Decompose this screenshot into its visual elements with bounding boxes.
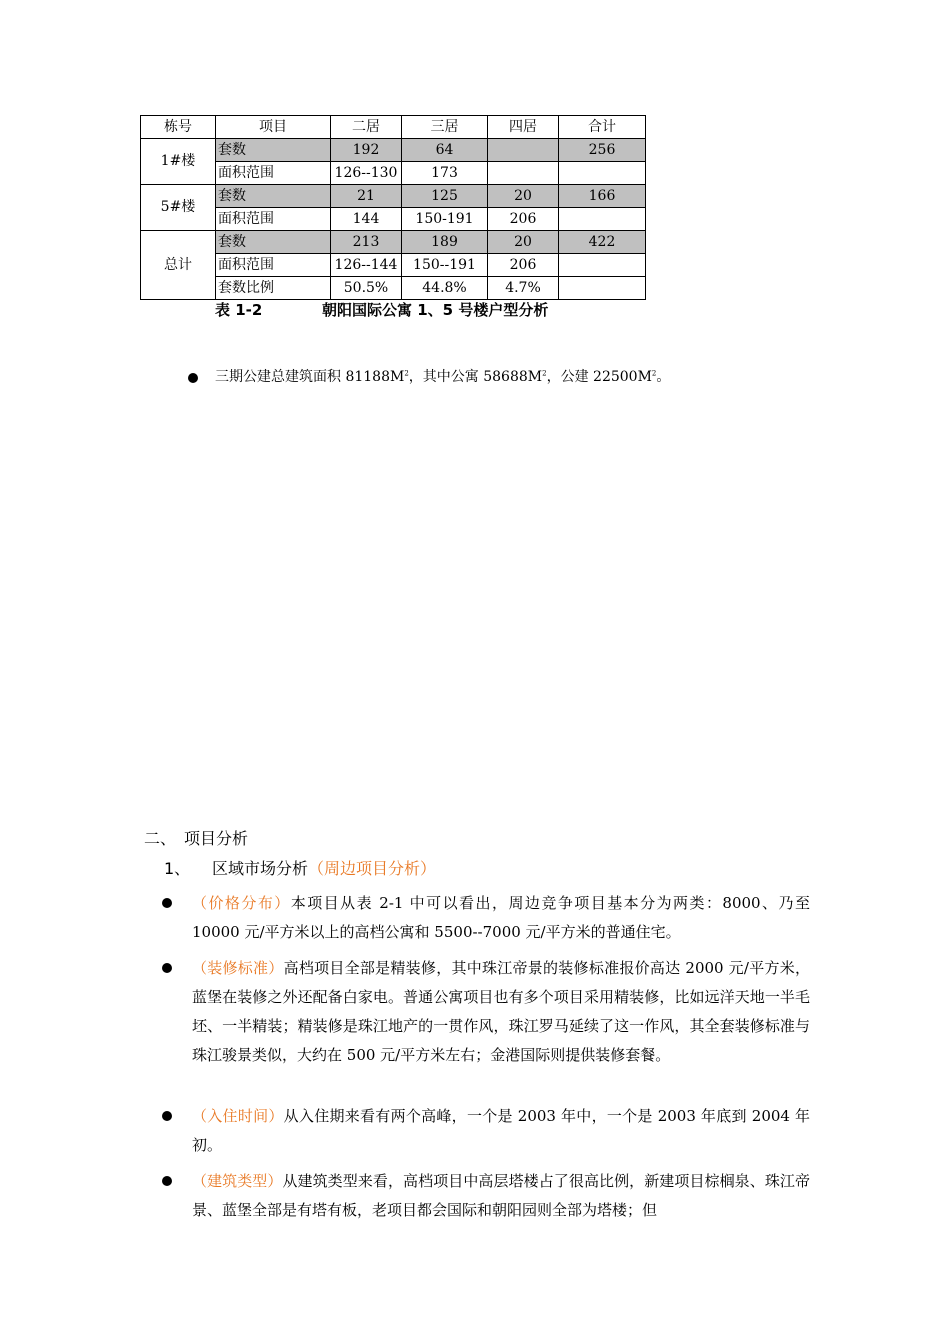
table-cell: 144 — [331, 208, 402, 231]
item-cell: 面积范围 — [216, 162, 331, 185]
bullet-dot-icon — [188, 373, 198, 383]
header-cell: 项目 — [216, 116, 331, 139]
table-cell: 4.7% — [488, 277, 559, 300]
bullet-text: 高档项目全部是精装修，其中珠江帝景的装修标准报价高达 2000 元/平方米，蓝堡在装修之外还配备白家电。普通公寓项目也有多个项目采用精装修，比如远洋天地一半毛坯、一半精装；精装修是珠江地产的一贯作风，珠江罗马延续了这一作风，其全套装修标准与珠江骏景类似，大约在 500 元/平方米左右；金港国际则提供装修套餐。 — [192, 959, 810, 1064]
table-cell — [488, 139, 559, 162]
table-cell: 126--144 — [331, 254, 402, 277]
table-cell: 44.8% — [402, 277, 488, 300]
table-row — [141, 185, 646, 208]
table-cell: 64 — [402, 139, 488, 162]
table-cell: 20 — [488, 185, 559, 208]
area-bullet-text — [215, 368, 670, 386]
bullet-text: 从建筑类型来看，高档项目中高层塔楼占了很高比例，新建项目棕榈泉、珠江帝景、蓝堡全部是有塔有板，老项目都会国际和朝阳园则全部为塔楼；但 — [192, 1172, 810, 1219]
unit-sup: 2 — [542, 369, 547, 378]
item-cell: 面积范围 — [216, 208, 331, 231]
item-cell: 套数 — [216, 231, 331, 254]
bullet-dot-icon — [162, 898, 172, 908]
building-cell: 5#楼 — [141, 185, 216, 231]
building-cell: 总计 — [141, 231, 216, 300]
bullet-move-in — [192, 1102, 810, 1160]
bullet-dot-icon — [162, 963, 172, 973]
area-total: 三期公建总建筑面积 81188M — [215, 369, 405, 385]
area-apartment: ，其中公寓 58688M — [408, 369, 543, 385]
table-cell: 21 — [331, 185, 402, 208]
table-row — [141, 139, 646, 162]
area-end: 。 — [656, 369, 671, 385]
table-row — [141, 231, 646, 254]
table-cell: 125 — [402, 185, 488, 208]
table-cell: 422 — [559, 231, 646, 254]
bullet-price — [192, 889, 810, 947]
table-row — [141, 162, 646, 185]
bullet-dot-icon — [162, 1111, 172, 1121]
table-cell: 173 — [402, 162, 488, 185]
table-caption — [215, 299, 548, 320]
header-cell: 栋号 — [141, 116, 216, 139]
caption-number: 表 1-2 — [215, 301, 263, 319]
bullet-tag: （入住时间） — [192, 1107, 284, 1125]
table-header-row — [141, 116, 646, 139]
bullet-tag: （价格分布） — [192, 894, 291, 912]
bullet-tag: （建筑类型） — [192, 1172, 283, 1190]
table-cell — [559, 208, 646, 231]
header-cell: 合计 — [559, 116, 646, 139]
item-cell: 套数比例 — [216, 277, 331, 300]
table-cell: 150-191 — [402, 208, 488, 231]
table-cell: 166 — [559, 185, 646, 208]
area-public: ，公建 22500M — [546, 369, 652, 385]
header-cell: 三居 — [402, 116, 488, 139]
table-cell: 213 — [331, 231, 402, 254]
table-cell — [559, 254, 646, 277]
bullet-dot-icon — [162, 1176, 172, 1186]
subsection-heading — [164, 856, 436, 879]
table-row — [141, 254, 646, 277]
building-cell: 1#楼 — [141, 139, 216, 185]
bullet-text: 本项目从表 2-1 中可以看出，周边竞争项目基本分为两类：8000、乃至 10000 元/平方米以上的高档公寓和 5500--7000 元/平方米的普通住宅。 — [192, 894, 810, 941]
table-cell: 126--130 — [331, 162, 402, 185]
table-cell: 256 — [559, 139, 646, 162]
header-cell: 二居 — [331, 116, 402, 139]
table-row — [141, 208, 646, 231]
bullet-building-type — [192, 1167, 810, 1225]
table-cell — [559, 277, 646, 300]
table-cell — [559, 162, 646, 185]
header-cell: 四居 — [488, 116, 559, 139]
unit-sup: 2 — [651, 369, 657, 378]
subsection-title: 区域市场分析 — [212, 859, 309, 878]
table-cell: 20 — [488, 231, 559, 254]
table-cell: 189 — [402, 231, 488, 254]
section-number: 二、 — [144, 829, 177, 848]
item-cell: 面积范围 — [216, 254, 331, 277]
table-cell: 150--191 — [402, 254, 488, 277]
table-row — [141, 277, 646, 300]
bullet-tag: （装修标准） — [192, 959, 284, 977]
bullet-text: 从入住期来看有两个高峰，一个是 2003 年中，一个是 2003 年底到 2004 年初。 — [192, 1107, 810, 1154]
item-cell: 套数 — [216, 139, 331, 162]
subsection-number: 1、 — [164, 859, 191, 878]
section-heading — [144, 826, 248, 849]
unit-type-table — [140, 115, 646, 300]
bullet-decoration — [192, 954, 810, 1070]
table-cell: 192 — [331, 139, 402, 162]
unit-sup: 2 — [404, 369, 409, 378]
table-cell: 206 — [488, 254, 559, 277]
table-cell — [488, 162, 559, 185]
caption-text: 朝阳国际公寓 1、5 号楼户型分析 — [322, 301, 549, 319]
section-title: 项目分析 — [184, 829, 249, 848]
subsection-highlight: （周边项目分析） — [308, 859, 437, 878]
table-cell: 206 — [488, 208, 559, 231]
item-cell: 套数 — [216, 185, 331, 208]
table-cell: 50.5% — [331, 277, 402, 300]
